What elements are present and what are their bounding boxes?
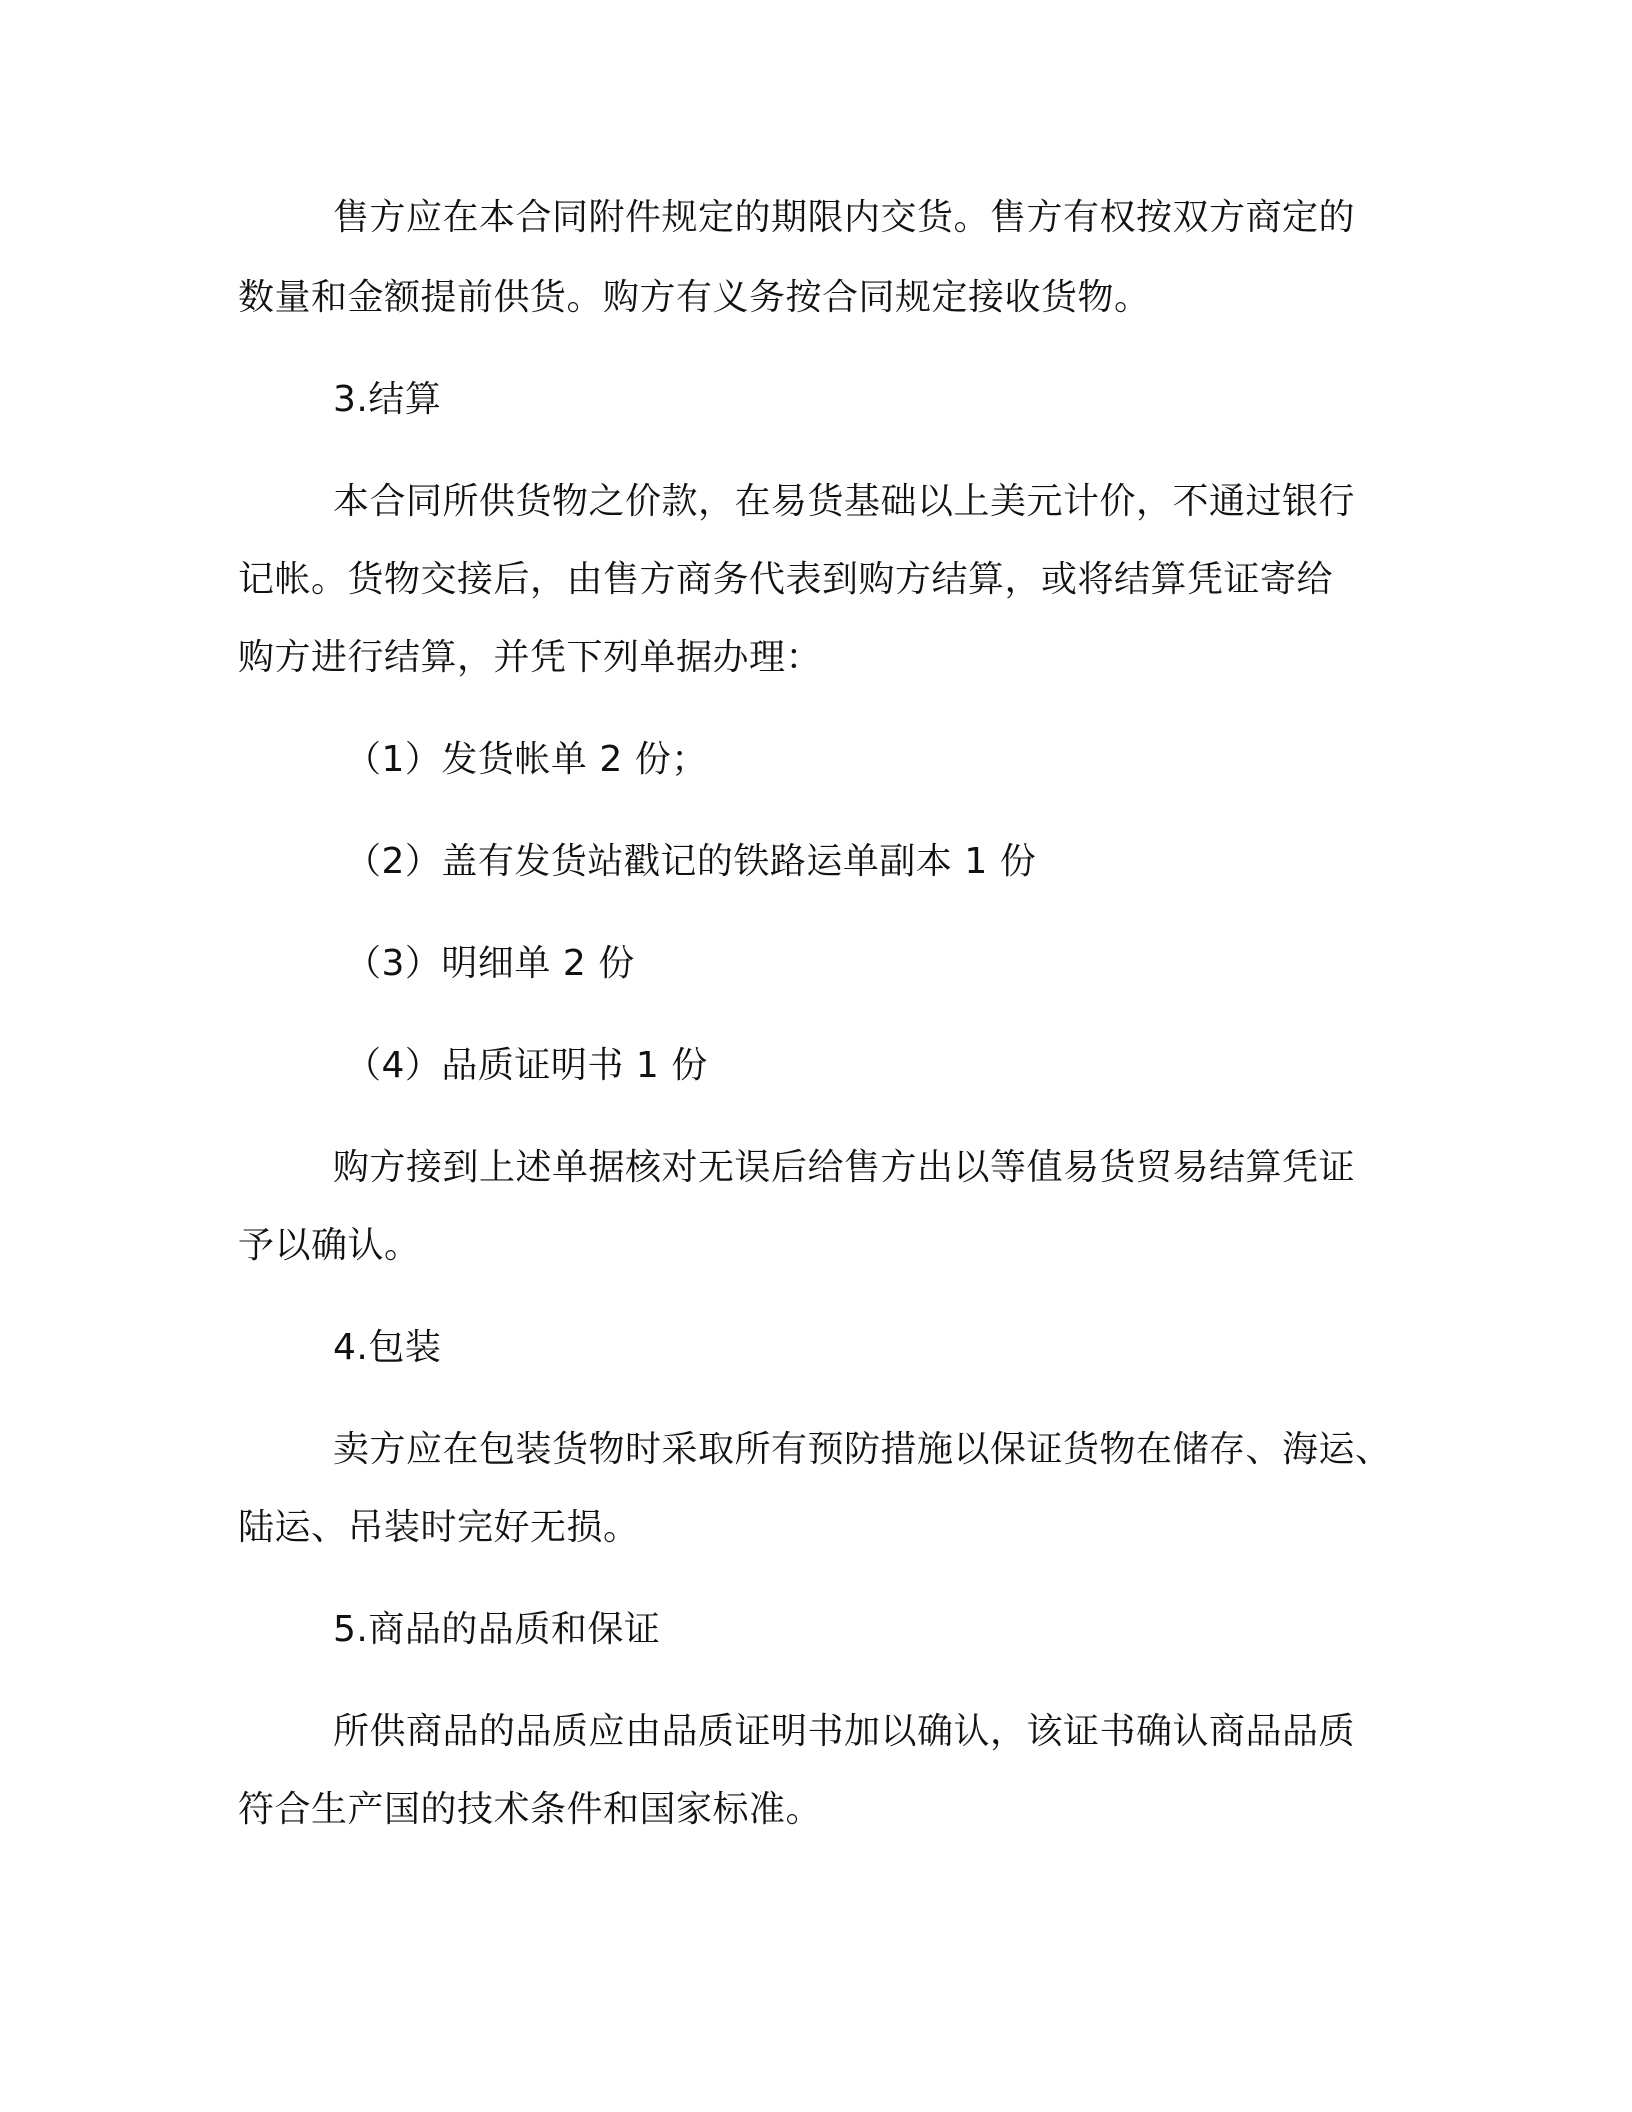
document-list-item-4: （4）品质证明书 1 份	[345, 1045, 708, 1086]
section-heading-quality: 5.商品的品质和保证	[333, 1609, 661, 1650]
settlement-paragraph-line-1: 本合同所供货物之价款，在易货基础以上美元计价，不通过银行	[333, 481, 1356, 522]
packaging-paragraph-line-2: 陆运、吊装时完好无损。	[238, 1507, 640, 1548]
confirmation-paragraph-line-2: 予以确认。	[238, 1225, 421, 1266]
document-list-item-1: （1）发货帐单 2 份；	[345, 739, 708, 780]
packaging-paragraph-line-1: 卖方应在包装货物时采取所有预防措施以保证货物在储存、海运、	[333, 1429, 1392, 1470]
settlement-paragraph-line-2: 记帐。货物交接后，由售方商务代表到购方结算，或将结算凭证寄给	[238, 559, 1334, 600]
document-list-item-3: （3）明细单 2 份	[345, 943, 635, 984]
confirmation-paragraph-line-1: 购方接到上述单据核对无误后给售方出以等值易货贸易结算凭证	[333, 1147, 1356, 1188]
quality-paragraph-line-2: 符合生产国的技术条件和国家标准。	[238, 1789, 823, 1830]
delivery-paragraph-line-2: 数量和金额提前供货。购方有义务按合同规定接收货物。	[238, 277, 1151, 318]
document-list-item-2: （2）盖有发货站戳记的铁路运单副本 1 份	[345, 841, 1037, 882]
section-heading-packaging: 4.包装	[333, 1327, 442, 1368]
settlement-paragraph-line-3: 购方进行结算，并凭下列单据办理：	[238, 637, 823, 678]
section-heading-settlement: 3.结算	[333, 379, 442, 420]
delivery-paragraph-line-1: 售方应在本合同附件规定的期限内交货。售方有权按双方商定的	[333, 197, 1356, 238]
quality-paragraph-line-1: 所供商品的品质应由品质证明书加以确认，该证书确认商品品质	[333, 1711, 1356, 1752]
